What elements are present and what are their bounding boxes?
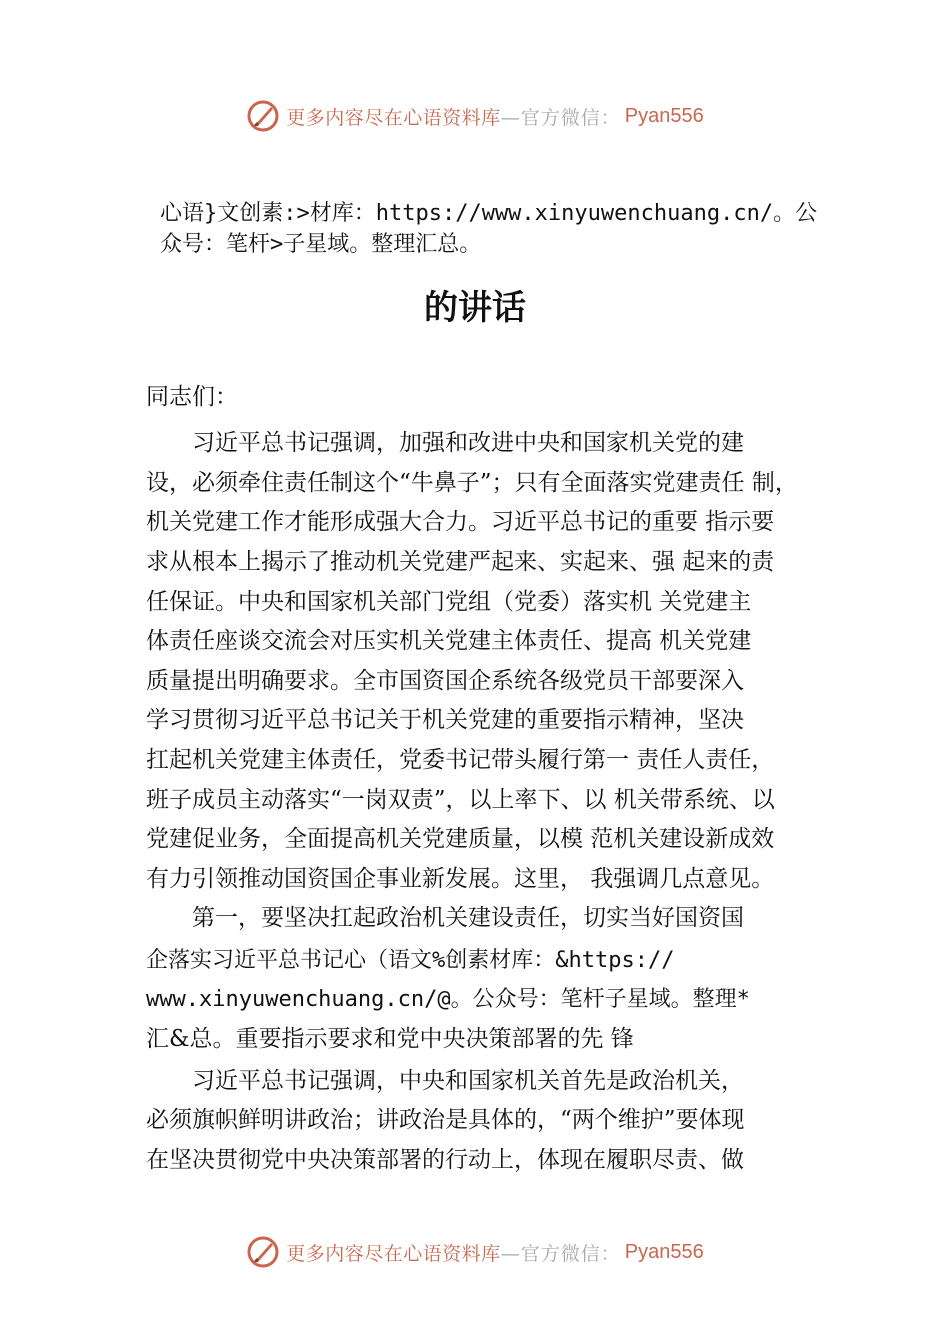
page-title: 的讲话 <box>424 288 526 328</box>
banner-wechat-id: Pyan556 <box>624 104 704 127</box>
header-note-line: 众号：笔杆>子星域。整理汇总。 <box>160 232 482 257</box>
body-line: 党建促业务，全面提高机关党建质量，以模 范机关建设新成效 <box>146 826 775 852</box>
banner-main-text: 更多内容尽在心语资料库 <box>286 106 501 129</box>
body-line: 企落实习近平总书记心（语文%创素材库：&https:// <box>146 948 675 973</box>
banner-dash-text: —官方微信： <box>500 106 621 129</box>
brush-logo-icon <box>246 1235 280 1269</box>
body-line: 习近平总书记强调，中央和国家机关首先是政治机关， <box>146 1068 744 1094</box>
greeting: 同志们： <box>146 384 238 410</box>
banner-wechat-id: Pyan556 <box>624 1240 704 1263</box>
body-line: 学习贯彻习近平总书记关于机关党建的重要指示精神，坚决 <box>146 707 744 733</box>
body-line: 设，必须牵住责任制这个“牛鼻子”；只有全面落实党建责任 制， <box>146 470 798 496</box>
watermark-banner-top <box>0 96 950 136</box>
body-line: 第一，要坚决扛起政治机关建设责任，切实当好国资国 <box>146 905 744 931</box>
body-line: 体责任座谈交流会对压实机关党建主体责任、提高 机关党建 <box>146 628 752 654</box>
body-line: 习近平总书记强调，加强和改进中央和国家机关党的建 <box>146 430 744 456</box>
body-line: 任保证。中央和国家机关部门党组（党委）落实机 关党建主 <box>146 589 752 615</box>
body-line: 在坚决贯彻党中央决策部署的行动上，体现在履职尽责、做 <box>146 1147 744 1173</box>
body-line: www.xinyuwenchuang.cn/@。公众号：笔杆子星域。整理* <box>146 987 750 1012</box>
body-line: 有力引领推动国资国企事业新发展。这里， 我强调几点意见。 <box>146 866 775 892</box>
body-line: 汇&总。重要指示要求和党中央决策部署的先 锋 <box>146 1026 634 1052</box>
body-line: 机关党建工作才能形成强大合力。习近平总书记的重要 指示要 <box>146 509 775 535</box>
watermark-banner-bottom <box>0 1232 950 1272</box>
banner-main-text: 更多内容尽在心语资料库 <box>286 1242 501 1265</box>
header-note <box>160 198 840 260</box>
body-line: 质量提出明确要求。全市国资国企系统各级党员干部要深入 <box>146 668 744 694</box>
body-line: 扛起机关党建主体责任，党委书记带头履行第一 责任人责任， <box>146 747 775 773</box>
body-line: 求从根本上揭示了推动机关党建严起来、实起来、强 起来的责 <box>146 549 775 575</box>
banner-dash-text: —官方微信： <box>500 1242 621 1265</box>
brush-logo-icon <box>246 99 280 133</box>
header-note-line: 心语}文创素:>材库：https://www.xinyuwenchuang.cn/。公 <box>160 201 818 226</box>
body-line: 班子成员主动落实“一岗双责”，以上率下、以 机关带系统、以 <box>146 787 775 813</box>
body-line: 必须旗帜鲜明讲政治；讲政治是具体的，“两个维护”要体现 <box>146 1107 745 1133</box>
